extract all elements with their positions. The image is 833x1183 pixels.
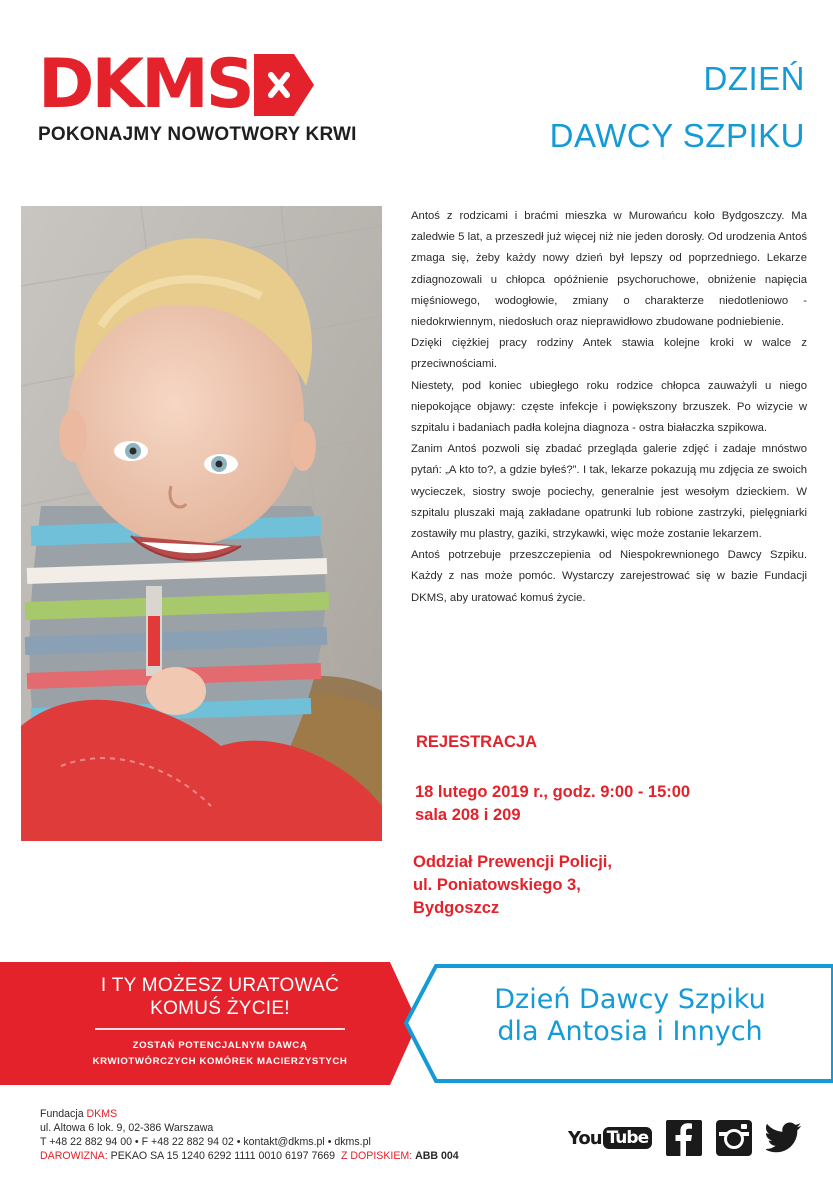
location-line3: Bydgoszcz [413,899,500,917]
logo-wordmark: DKMS [38,45,252,124]
story-paragraph: Zanim Antoś pozwoli się zbadać przegląda galerie zdjęć i zadaje mnóstwo pytań: „A kto to?, a gdzie byłeś?”. I tak, lekarze pokazują mu zdjęcia ze swoich wycieczek, siostry swoje pociechy, generalnie jest wesołym dzieckiem. W szpitalu pluszaki mają zakładane opatrunki lub robione zastrzyki, pielęgniarki zostawiły mu plastry, gaziki, strzykawki, więc może zostanie lekarzem. [411,443,807,541]
banner-sub-line1: ZOSTAŃ POTENCJALNYM DAWCĄ [132,1040,308,1051]
banner-event-line2: dla Antosia i Innych [497,1016,763,1047]
story-paragraph: Antoś z rodzicami i braćmi mieszka w Murowańcu koło Bydgoszczy. Ma zaledwie 5 lat, a przeszedł już więcej niż nie jeden dorosły. Od urodzenia Antoś zmaga się, żeby każdy nowy dzień był lepszy od poprzedniego. Lekarze zdiagnozowali u chłopca opóźnienie psychoruchowe, obniżenie napięcia mięśniowego, wodogłowie, zmiany o charakterze niedotleniowo - niedokrwiennym, niedosłuch oraz nieprawidłowo zbudowane podniebienie. [411,210,807,329]
twitter-icon[interactable] [766,1122,802,1154]
footer-foundation [40,1107,459,1121]
event-title-line2: DAWCY SZPIKU [549,117,805,154]
donation-label: DAROWIZNA: [40,1150,111,1162]
banner-event-line1: Dzień Dawcy Szpiku [494,984,766,1015]
foundation-label: Fundacja [40,1108,87,1120]
banner-event [430,984,830,1048]
youtube-tube: Tube [603,1127,653,1149]
foundation-name: DKMS [86,1108,118,1120]
registration-location [413,851,612,920]
story-paragraph: Niestety, pod koniec ubiegłego roku rodzice chłopca zauważyli u niego niepokojące objawy: częste infekcje i powiększony brzuszek. Po wizycie w szpitalu i badaniach padła kolejna diagnoza - ostra białaczka szpikowa. [411,379,807,435]
youtube-icon[interactable] [568,1127,652,1149]
registration-room-line: sala 208 i 209 [415,806,521,824]
registration-title: REJESTRACJA [416,733,538,751]
footer-donation [40,1149,459,1163]
social-icons [568,1120,802,1156]
footer-contact [40,1107,459,1163]
banner-headline-line1: I TY MOŻESZ URATOWAĆ [100,975,340,996]
banner-sub-line2: KRWIOTWÓRCZYCH KOMÓREK MACIERZYSTYCH [92,1056,348,1067]
child-photo [21,206,382,841]
location-line2: ul. Poniatowskiego 3, [413,876,581,894]
youtube-you: You [568,1127,602,1149]
logo-x-icon [254,54,314,116]
facebook-icon[interactable] [666,1120,702,1156]
registration-date-line: 18 lutego 2019 r., godz. 9:00 - 15:00 [415,783,691,801]
note-value: ABB 004 [415,1150,459,1162]
instagram-icon[interactable] [716,1120,752,1156]
location-line1: Oddział Prewencji Policji, [413,853,612,871]
event-title-line1: DZIEŃ [703,60,805,97]
banner-headline-line2: KOMUŚ ŻYCIE! [150,998,290,1019]
child-photo-illustration [21,206,382,841]
story-paragraph: Antoś potrzebuje przeszczepienia od Niespokrewnionego Dawcy Szpiku. Każdy z nas może pomóc. Wystarczy zarejestrować się w bazie Fundacji DKMS, aby uratować komuś życie. [411,549,807,604]
bottom-banner [0,962,833,1085]
donation-value: PEKAO SA 15 1240 6292 1111 0010 6197 7669 [110,1150,336,1162]
event-title [550,50,805,164]
story-paragraph: Dzięki ciężkiej pracy rodziny Antek stawia kolejne kroki w walce z przeciwnościami. [411,337,807,371]
footer-contact-line: T +48 22 882 94 00 • F +48 22 882 94 02 • kontakt@dkms.pl • dkms.pl [40,1136,371,1148]
tagline: POKONAJMY NOWOTWORY KRWI [38,124,357,145]
story-text [411,206,807,609]
banner-divider [95,1028,345,1030]
banner-slogan [40,974,400,1070]
note-label: Z DOPISKIEM: [340,1150,416,1162]
dkms-logo [38,45,357,146]
registration-date [415,781,690,827]
footer-address: ul. Altowa 6 lok. 9, 02-386 Warszawa [40,1122,214,1134]
